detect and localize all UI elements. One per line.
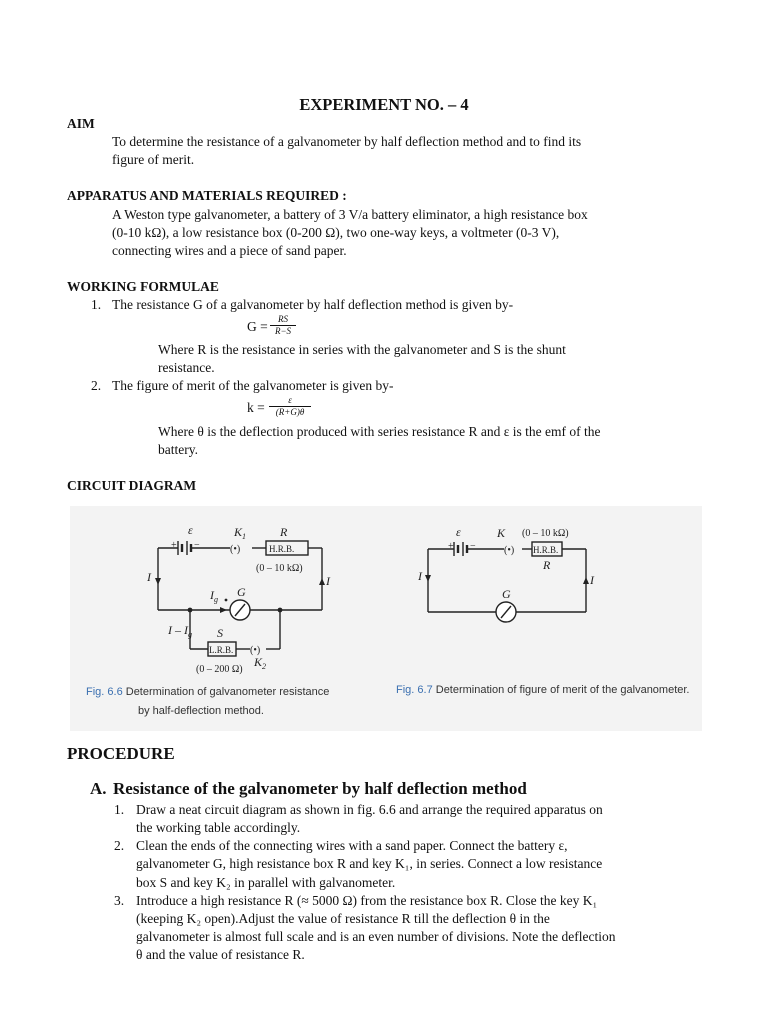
current-arrow-galvo-icon: [220, 607, 227, 613]
f2-plus-label: +: [448, 541, 454, 552]
f1-r-label: R: [280, 525, 288, 539]
f2-i-left-label: I: [418, 569, 422, 583]
figure-6-7-caption-label: Fig. 6.7: [396, 684, 433, 696]
procedure-heading: PROCEDURE: [67, 744, 175, 763]
formula-2-number: 2.: [91, 378, 102, 393]
formula-1-number: 1.: [91, 297, 102, 312]
step-3-line-3: galvanometer is almost full scale and is an even number of divisions. Note the deflection: [136, 929, 616, 944]
f1-hrb-range: (0 – 10 kΩ): [256, 563, 303, 574]
f2-emf-label: ε: [456, 525, 461, 539]
formula-1-numerator: RS: [278, 314, 288, 324]
f2-i-right-label: I: [590, 573, 594, 587]
f2-current-arrow-right-icon: [583, 577, 589, 584]
step-1-line-2: the working table accordingly.: [136, 820, 301, 835]
step-3-line-1: Introduce a high resistance R (≈ 5000 Ω) from the resistance box R. Close the key K₁: [136, 893, 598, 908]
step-1-number: 1.: [114, 802, 125, 817]
section-a-label: A.: [90, 779, 107, 798]
f1-k1-label: $K_1$: [234, 525, 247, 541]
f1-i-left-label: I: [147, 570, 151, 584]
step-3-line-2: (keeping K₂ open).Adjust the value of resistance R till the deflection θ in the: [136, 911, 550, 926]
f1-g-label: G: [237, 585, 246, 599]
f2-hrb-label: H.R.B.: [533, 545, 559, 555]
formula-1-lhs: G =: [247, 319, 268, 334]
section-a-title: Resistance of the galvanometer by half deflection method: [113, 779, 527, 798]
apparatus-line-3: connecting wires and a piece of sand paper.: [112, 243, 347, 258]
f1-i-minus-ig-label: I – $I_g$: [168, 623, 192, 639]
f1-key2-icon: (•): [250, 645, 261, 656]
step-1-line-1: Draw a neat circuit diagram as shown in fig. 6.6 and arrange the required apparatus on: [136, 802, 603, 817]
figure-6-7: [386, 506, 702, 731]
page-title: EXPERIMENT NO. – 4: [299, 95, 469, 114]
formula-2-where-line-2: battery.: [158, 442, 198, 457]
battery-icon: [178, 541, 191, 555]
f1-emf-label: ε: [188, 523, 193, 537]
formula-2-where-line-1: Where θ is the deflection produced with series resistance R and ε is the emf of the: [158, 424, 601, 439]
step-2-line-2: galvanometer G, high resistance box R and key K₁, in series. Connect a low resistance: [136, 856, 603, 871]
f2-key-icon: (•): [504, 545, 515, 556]
f2-g-label: G: [502, 587, 511, 601]
circuit-heading: CIRCUIT DIAGRAM: [67, 478, 197, 493]
apparatus-line-1: A Weston type galvanometer, a battery of 3 V/a battery eliminator, a high resistance box: [112, 207, 588, 222]
f1-s-label: S: [217, 626, 223, 640]
aim-line-2: figure of merit.: [112, 152, 195, 167]
formula-2-lhs: k =: [247, 400, 265, 415]
f1-i-right-label: I: [326, 574, 330, 588]
f1-lrb-range: (0 – 200 Ω): [196, 664, 243, 675]
f2-hrb-range: (0 – 10 kΩ): [522, 528, 569, 539]
f2-k-label: K: [497, 526, 506, 540]
formula-1-text: The resistance G of a galvanometer by half deflection method is given by-: [112, 297, 514, 312]
f1-plus-label: +: [171, 540, 177, 551]
figure-6-7-caption: [396, 684, 690, 696]
formula-1-fraction: [270, 314, 296, 337]
f2-r-label: R: [543, 558, 551, 572]
f1-hrb-label: H.R.B.: [269, 544, 295, 554]
formula-1-where-line-1: Where R is the resistance in series with the galvanometer and S is the shunt: [158, 342, 566, 357]
step-2-line-3: box S and key K₂ in parallel with galvanometer.: [136, 875, 396, 890]
step-2-line-1: Clean the ends of the connecting wires with a sand paper. Connect the battery ε,: [136, 838, 568, 853]
figure-6-6-caption-label: Fig. 6.6: [86, 686, 123, 698]
figure-6-6-caption-line-2: by half-deflection method.: [138, 705, 264, 717]
f1-lrb-label: L.R.B.: [209, 645, 234, 655]
formula-1-denominator: R−S: [270, 325, 296, 337]
f2-current-arrow-left-icon: [425, 575, 431, 582]
f1-ig-label: $I_g$: [210, 588, 218, 604]
apparatus-line-2: (0-10 kΩ), a low resistance box (0-200 Ω), two one-way keys, a voltmeter (0-3 V),: [112, 225, 560, 240]
f1-key1-icon: (•): [230, 544, 241, 555]
f1-k2-label: $K_2$: [254, 655, 267, 671]
formula-2-text: The figure of merit of the galvanometer is given by-: [112, 378, 394, 393]
formulae-heading: WORKING FORMULAE: [67, 279, 219, 294]
formula-2-fraction: [269, 395, 311, 418]
figure-6-6: [70, 506, 386, 731]
figure-6-6-caption-text: Determination of galvanometer resistance: [125, 686, 330, 698]
step-3-number: 3.: [114, 893, 125, 908]
aim-line-1: To determine the resistance of a galvanometer by half deflection method and to find its: [112, 134, 582, 149]
circuit-diagram-figure-of-merit: [386, 506, 702, 731]
apparatus-heading: APPARATUS AND MATERIALS REQUIRED :: [67, 188, 347, 203]
formula-1-where-line-2: resistance.: [158, 360, 215, 375]
step-2-number: 2.: [114, 838, 125, 853]
figure-6-6-caption-line-1: [86, 686, 329, 698]
aim-heading: AIM: [67, 116, 95, 131]
formula-2-numerator: ε: [288, 395, 292, 405]
f2-minus-label: −: [470, 541, 476, 552]
figure-6-7-caption-text: Determination of figure of merit of the galvanometer.: [435, 684, 690, 696]
f1-minus-label: −: [194, 540, 200, 551]
current-arrow-right-icon: [319, 578, 325, 585]
formula-2-denominator: (R+G)θ: [269, 406, 311, 418]
step-3-line-4: θ and the value of resistance R.: [136, 947, 305, 962]
current-arrow-left-icon: [155, 578, 161, 585]
battery-icon-2: [454, 542, 467, 556]
